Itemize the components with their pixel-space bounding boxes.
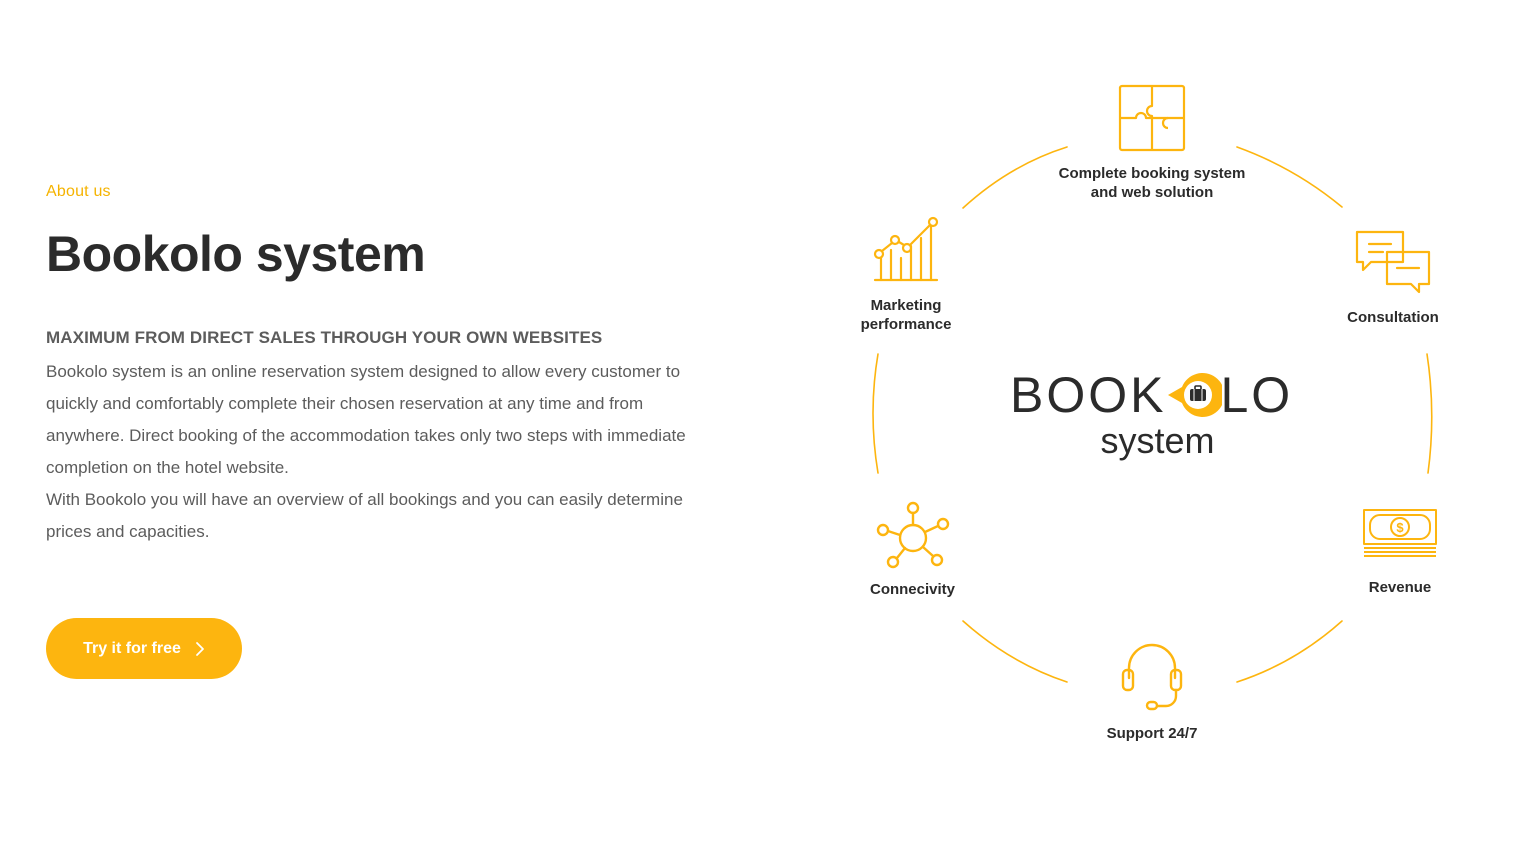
feature-label: Support 24/7 bbox=[1106, 725, 1198, 742]
feature-label: Marketing performance bbox=[860, 297, 952, 333]
description-paragraph: With Bookolo you will have an overview of all bookings and you can easily determine prices and capacities. bbox=[46, 490, 683, 541]
description-paragraph: Bookolo system is an online reservation system designed to allow every customer to quickly and comfortably complete their chosen reservation at any time and from anywhere. Direct booking of the accommodation takes only two steps with immediate completion on the hotel website. bbox=[46, 362, 686, 477]
money-banknote-icon bbox=[1360, 506, 1440, 564]
feature-complete-booking bbox=[1047, 84, 1257, 202]
feature-consultation bbox=[1333, 228, 1453, 327]
lead-heading: MAXIMUM FROM DIRECT SALES THROUGH YOUR OWN WEBSITES bbox=[46, 328, 603, 347]
page-title: Bookolo system bbox=[46, 226, 426, 282]
feature-marketing bbox=[850, 216, 962, 334]
feature-connectivity bbox=[855, 500, 970, 599]
feature-support bbox=[1092, 640, 1212, 743]
feature-revenue bbox=[1340, 506, 1460, 597]
bookolo-logo bbox=[1010, 365, 1295, 475]
logo-subtitle: system bbox=[1100, 420, 1215, 461]
section-eyebrow: About us bbox=[46, 183, 111, 200]
svg-text:$: $ bbox=[1396, 520, 1404, 535]
feature-label: Revenue bbox=[1368, 579, 1432, 596]
pin-suitcase-icon bbox=[1164, 369, 1222, 421]
feature-label: Connecivity bbox=[869, 581, 956, 598]
features-diagram bbox=[840, 60, 1480, 780]
headset-icon bbox=[1117, 640, 1187, 712]
growth-chart-icon bbox=[871, 216, 941, 284]
feature-label: Consultation bbox=[1347, 309, 1439, 326]
puzzle-icon bbox=[1118, 84, 1186, 152]
description bbox=[46, 356, 708, 548]
chevron-right-icon bbox=[195, 641, 205, 657]
chat-bubbles-icon bbox=[1353, 228, 1433, 296]
try-free-label: Try it for free bbox=[83, 639, 181, 657]
feature-label: Complete booking system and web solution bbox=[1058, 165, 1246, 201]
try-free-button[interactable] bbox=[46, 618, 242, 679]
logo-wordmark: BOOK LO bbox=[1010, 367, 1294, 423]
network-nodes-icon bbox=[875, 500, 951, 570]
